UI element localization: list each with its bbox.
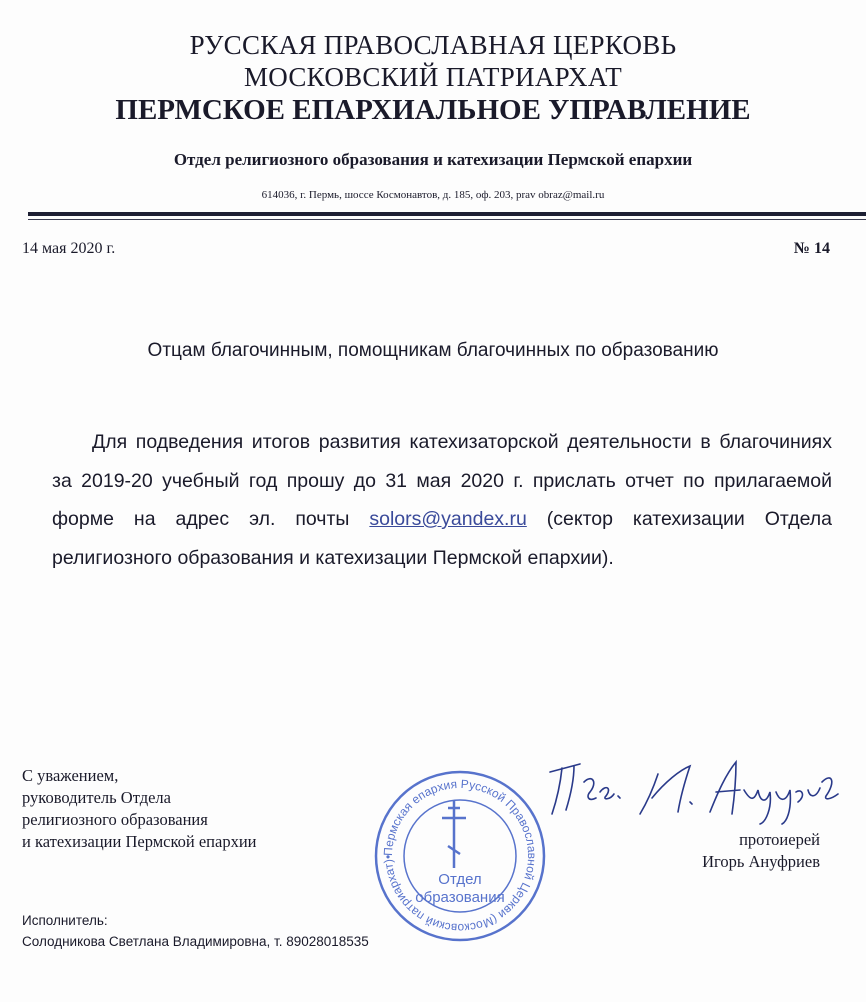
executor-details: Солодникова Светлана Владимировна, т. 89028018535 — [22, 934, 369, 949]
header-diocese: ПЕРМСКОЕ ЕПАРХИАЛЬНОЕ УПРАВЛЕНИЕ — [115, 94, 751, 126]
signatory-name: Игорь Ануфриев — [702, 852, 820, 871]
letter-body — [52, 423, 832, 577]
body-text: Для подведения итогов развития катехизаторской деятельности в благочиниях за 2019-20 учебный год прошу до 31 мая 2020 г. прислать отчет по прилагаемой форме на адрес эл. почты — [52, 431, 832, 530]
orthodox-cross-icon — [442, 800, 466, 868]
document-number: № 14 — [793, 240, 830, 257]
closing-line: руководитель Отдела — [22, 788, 171, 807]
signatory-title: протоиерей — [739, 830, 820, 849]
header-department: Отдел религиозного образования и катехизации Пермской епархии — [173, 150, 693, 169]
addressee: Отцам благочинным, помощникам благочинных по образованию — [147, 340, 719, 361]
executor-block — [22, 910, 369, 952]
closing-block — [22, 765, 257, 853]
signatory-block — [702, 829, 820, 873]
closing-line: и катехизации Пермской епархии — [22, 832, 257, 851]
header-church: РУССКАЯ ПРАВОСЛАВНАЯ ЦЕРКОВЬ — [189, 30, 677, 60]
stamp-text: образования — [415, 889, 505, 906]
executor-label: Исполнитель: — [22, 913, 108, 928]
header-address: 614036, г. Пермь, шоссе Космонавтов, д. 185, оф. 203, prav obraz@mail.ru — [261, 189, 605, 201]
header-rule-thin — [28, 219, 866, 220]
handwritten-signature — [540, 752, 840, 832]
closing-line: С уважением, — [22, 766, 119, 785]
svg-text:Пермская епархия Русской Право: Пермская епархия Русской Православной Церкви (Московский патриархат)• — [380, 776, 540, 936]
closing-line: религиозного образования — [22, 810, 208, 829]
header-patriarchate: МОСКОВСКИЙ ПАТРИАРХАТ — [243, 62, 623, 92]
stamp-text: Отдел — [438, 871, 482, 888]
document-date: 14 мая 2020 г. — [22, 240, 116, 257]
official-stamp — [372, 768, 548, 944]
header-rule-thick — [28, 212, 866, 216]
email-link[interactable]: solors@yandex.ru — [369, 508, 527, 530]
body-text-end: (сектор катехизации Отдела религиозного образования и катехизации Пермской епархии). — [52, 508, 833, 569]
